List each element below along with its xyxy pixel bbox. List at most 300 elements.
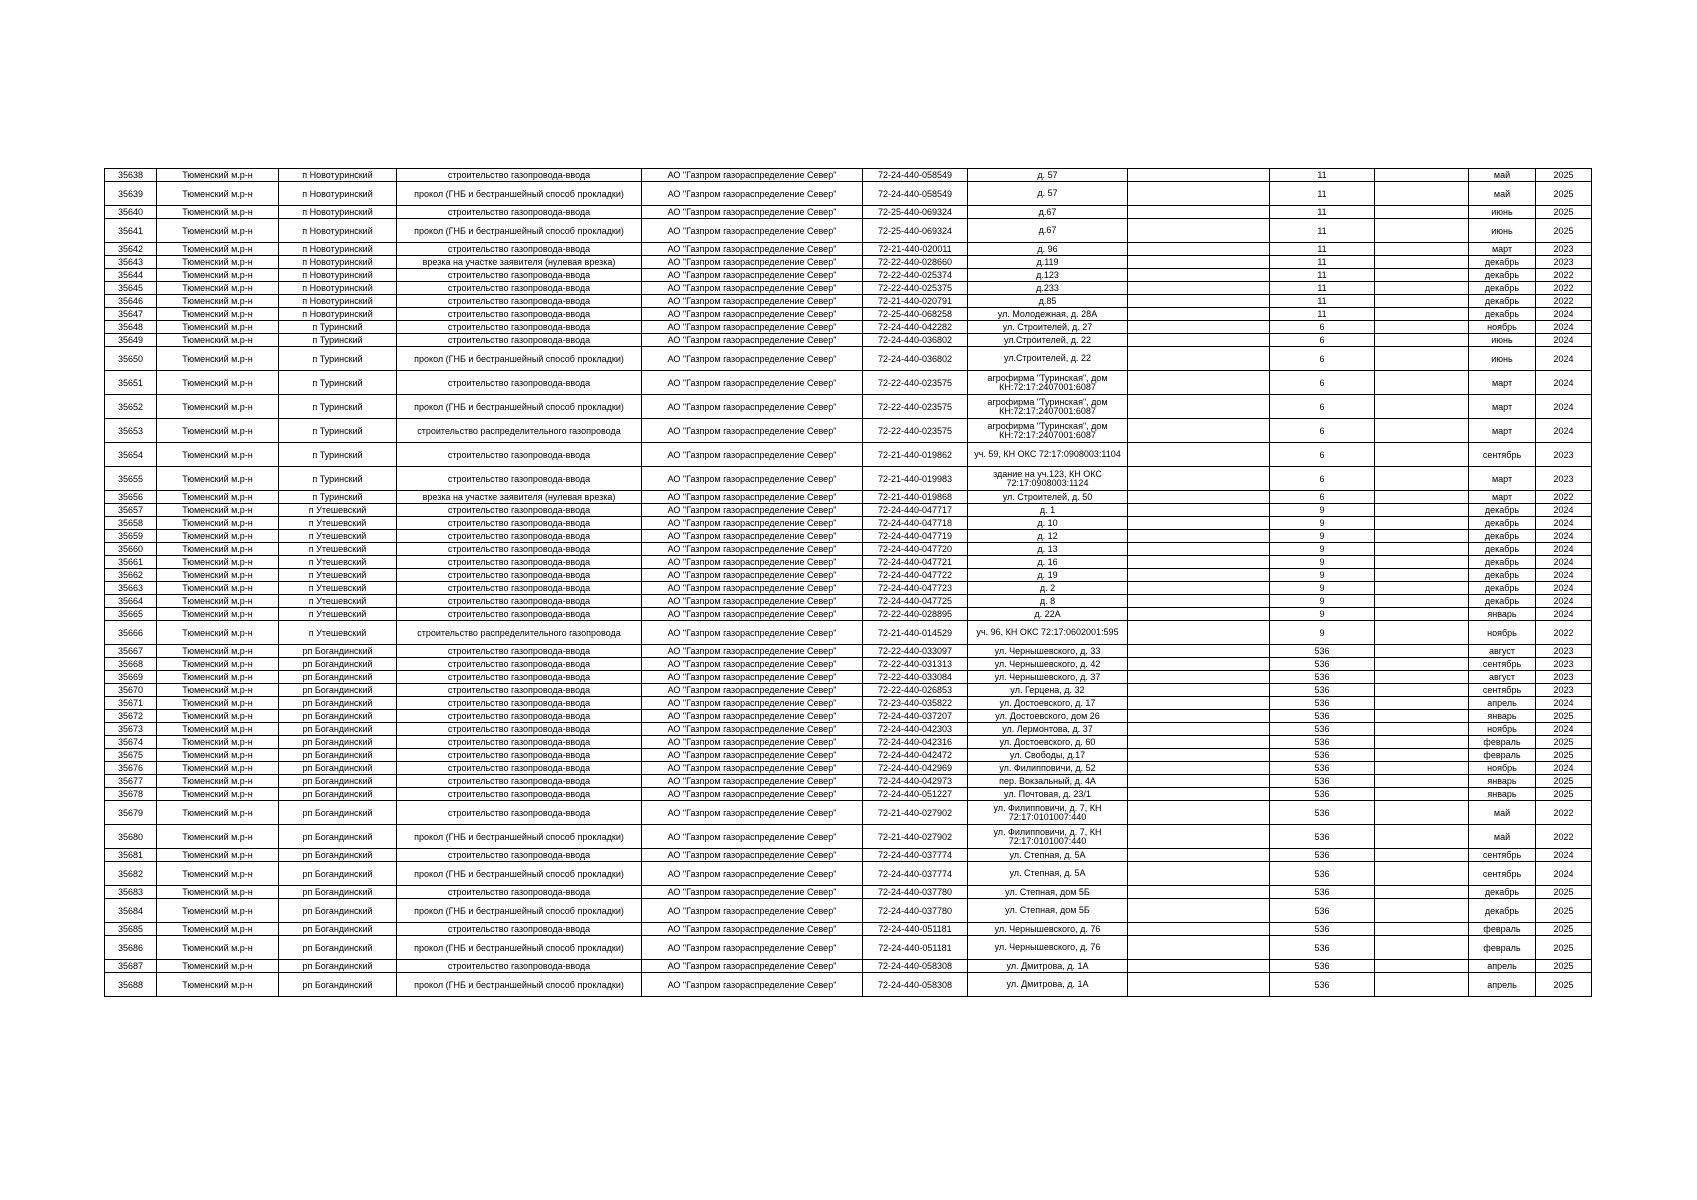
cell-district: Тюменский м.р-н xyxy=(157,543,279,556)
cell-work-type: строительство распределительного газопровода xyxy=(397,419,642,443)
cell-district: Тюменский м.р-н xyxy=(157,169,279,182)
cell-district: Тюменский м.р-н xyxy=(157,321,279,334)
cell-extra3 xyxy=(1375,936,1469,960)
cell-district: Тюменский м.р-н xyxy=(157,723,279,736)
cell-organization: АО "Газпром газораспределение Север" xyxy=(642,517,863,530)
cell-id: 35676 xyxy=(105,762,157,775)
cell-settlement: п Утешевский xyxy=(279,556,397,569)
cell-tu-number: 72-24-440-047719 xyxy=(863,530,968,543)
cell-settlement: п Новотуринский xyxy=(279,282,397,295)
cell-organization: АО "Газпром газораспределение Север" xyxy=(642,419,863,443)
table-row xyxy=(105,504,1592,517)
cell-address: ул. Достоевского, дом 26 xyxy=(968,710,1128,723)
cell-tu-number: 72-24-440-037780 xyxy=(863,886,968,899)
cell-district: Тюменский м.р-н xyxy=(157,395,279,419)
cell-settlement: п Утешевский xyxy=(279,621,397,645)
cell-tu-number: 72-24-440-037774 xyxy=(863,862,968,886)
cell-id: 35648 xyxy=(105,321,157,334)
cell-settlement: п Утешевский xyxy=(279,530,397,543)
cell-district: Тюменский м.р-н xyxy=(157,849,279,862)
table-row xyxy=(105,923,1592,936)
cell-year: 2024 xyxy=(1536,569,1592,582)
cell-extra3 xyxy=(1375,960,1469,973)
table-row xyxy=(105,321,1592,334)
table-row xyxy=(105,749,1592,762)
cell-work-type: прокол (ГНБ и бестраншейный способ прокладки) xyxy=(397,825,642,849)
cell-extra3 xyxy=(1375,788,1469,801)
cell-work-type: строительство газопровода-ввода xyxy=(397,295,642,308)
cell-district: Тюменский м.р-н xyxy=(157,347,279,371)
cell-year: 2024 xyxy=(1536,321,1592,334)
cell-id: 35652 xyxy=(105,395,157,419)
cell-extra1 xyxy=(1128,749,1270,762)
cell-tu-number: 72-21-440-020011 xyxy=(863,243,968,256)
cell-settlement: п Туринский xyxy=(279,419,397,443)
cell-year: 2023 xyxy=(1536,243,1592,256)
cell-extra1 xyxy=(1128,960,1270,973)
cell-extra3 xyxy=(1375,825,1469,849)
cell-id: 35677 xyxy=(105,775,157,788)
cell-month: август xyxy=(1469,671,1536,684)
cell-settlement: п Туринский xyxy=(279,347,397,371)
table-row xyxy=(105,395,1592,419)
cell-settlement: рп Богандинский xyxy=(279,697,397,710)
cell-address: ул. Степная, д. 5А xyxy=(968,849,1128,862)
cell-work-type: строительство газопровода-ввода xyxy=(397,206,642,219)
cell-organization: АО "Газпром газораспределение Север" xyxy=(642,582,863,595)
cell-organization: АО "Газпром газораспределение Север" xyxy=(642,736,863,749)
cell-extra2: 536 xyxy=(1270,723,1375,736)
cell-month: март xyxy=(1469,467,1536,491)
cell-extra1 xyxy=(1128,671,1270,684)
cell-extra2: 536 xyxy=(1270,825,1375,849)
cell-extra3 xyxy=(1375,169,1469,182)
cell-extra2: 536 xyxy=(1270,658,1375,671)
table-row xyxy=(105,723,1592,736)
cell-settlement: п Утешевский xyxy=(279,595,397,608)
table-row xyxy=(105,960,1592,973)
cell-district: Тюменский м.р-н xyxy=(157,697,279,710)
cell-year: 2025 xyxy=(1536,960,1592,973)
cell-settlement: рп Богандинский xyxy=(279,923,397,936)
cell-work-type: строительство газопровода-ввода xyxy=(397,749,642,762)
cell-work-type: строительство газопровода-ввода xyxy=(397,608,642,621)
cell-work-type: строительство газопровода-ввода xyxy=(397,775,642,788)
cell-district: Тюменский м.р-н xyxy=(157,582,279,595)
cell-tu-number: 72-24-440-036802 xyxy=(863,347,968,371)
cell-organization: АО "Газпром газораспределение Север" xyxy=(642,923,863,936)
cell-month: декабрь xyxy=(1469,543,1536,556)
cell-month: май xyxy=(1469,182,1536,206)
cell-address: д. 96 xyxy=(968,243,1128,256)
cell-work-type: прокол (ГНБ и бестраншейный способ прокладки) xyxy=(397,973,642,997)
cell-extra3 xyxy=(1375,723,1469,736)
cell-address: ул.Строителей, д. 22 xyxy=(968,347,1128,371)
table-row xyxy=(105,371,1592,395)
cell-address: пер. Вокзальный, д. 4А xyxy=(968,775,1128,788)
cell-organization: АО "Газпром газораспределение Север" xyxy=(642,621,863,645)
cell-extra1 xyxy=(1128,582,1270,595)
cell-extra3 xyxy=(1375,849,1469,862)
cell-extra3 xyxy=(1375,697,1469,710)
cell-work-type: строительство газопровода-ввода xyxy=(397,556,642,569)
cell-extra1 xyxy=(1128,347,1270,371)
cell-year: 2025 xyxy=(1536,788,1592,801)
cell-extra3 xyxy=(1375,621,1469,645)
cell-tu-number: 72-24-440-058549 xyxy=(863,169,968,182)
cell-organization: АО "Газпром газораспределение Север" xyxy=(642,182,863,206)
cell-address: ул. Строителей, д. 50 xyxy=(968,491,1128,504)
cell-district: Тюменский м.р-н xyxy=(157,671,279,684)
cell-work-type: строительство газопровода-ввода xyxy=(397,517,642,530)
cell-extra2: 536 xyxy=(1270,960,1375,973)
cell-work-type: строительство распределительного газопровода xyxy=(397,621,642,645)
cell-organization: АО "Газпром газораспределение Север" xyxy=(642,543,863,556)
cell-extra2: 536 xyxy=(1270,775,1375,788)
cell-extra1 xyxy=(1128,736,1270,749)
cell-tu-number: 72-24-440-037207 xyxy=(863,710,968,723)
cell-extra1 xyxy=(1128,282,1270,295)
cell-extra3 xyxy=(1375,749,1469,762)
cell-year: 2023 xyxy=(1536,443,1592,467)
cell-address: д. 16 xyxy=(968,556,1128,569)
cell-year: 2024 xyxy=(1536,608,1592,621)
cell-id: 35686 xyxy=(105,936,157,960)
cell-organization: АО "Газпром газораспределение Север" xyxy=(642,595,863,608)
cell-year: 2025 xyxy=(1536,710,1592,723)
cell-organization: АО "Газпром газораспределение Север" xyxy=(642,825,863,849)
cell-month: сентябрь xyxy=(1469,862,1536,886)
cell-organization: АО "Газпром газораспределение Север" xyxy=(642,219,863,243)
cell-extra2: 536 xyxy=(1270,749,1375,762)
cell-address: ул. Лермонтова, д. 37 xyxy=(968,723,1128,736)
cell-extra2: 536 xyxy=(1270,899,1375,923)
cell-id: 35641 xyxy=(105,219,157,243)
table-row xyxy=(105,269,1592,282)
cell-year: 2025 xyxy=(1536,936,1592,960)
cell-extra3 xyxy=(1375,517,1469,530)
cell-year: 2024 xyxy=(1536,308,1592,321)
cell-extra1 xyxy=(1128,923,1270,936)
cell-district: Тюменский м.р-н xyxy=(157,371,279,395)
cell-tu-number: 72-24-440-042472 xyxy=(863,749,968,762)
table-row xyxy=(105,491,1592,504)
cell-year: 2025 xyxy=(1536,899,1592,923)
cell-extra2: 536 xyxy=(1270,886,1375,899)
cell-settlement: п Новотуринский xyxy=(279,169,397,182)
cell-extra1 xyxy=(1128,543,1270,556)
cell-extra3 xyxy=(1375,556,1469,569)
cell-extra3 xyxy=(1375,419,1469,443)
table-row xyxy=(105,206,1592,219)
cell-year: 2022 xyxy=(1536,825,1592,849)
cell-extra2: 6 xyxy=(1270,467,1375,491)
cell-extra2: 11 xyxy=(1270,269,1375,282)
cell-settlement: п Туринский xyxy=(279,395,397,419)
cell-id: 35638 xyxy=(105,169,157,182)
cell-year: 2024 xyxy=(1536,595,1592,608)
cell-district: Тюменский м.р-н xyxy=(157,269,279,282)
cell-id: 35662 xyxy=(105,569,157,582)
cell-extra2: 9 xyxy=(1270,608,1375,621)
cell-extra1 xyxy=(1128,517,1270,530)
cell-settlement: п Новотуринский xyxy=(279,182,397,206)
cell-address: ул. Дмитрова, д. 1А xyxy=(968,973,1128,997)
cell-month: март xyxy=(1469,371,1536,395)
cell-address: ул. Достоевского, д. 17 xyxy=(968,697,1128,710)
cell-organization: АО "Газпром газораспределение Север" xyxy=(642,801,863,825)
table-row xyxy=(105,825,1592,849)
cell-work-type: прокол (ГНБ и бестраншейный способ прокладки) xyxy=(397,862,642,886)
cell-tu-number: 72-22-440-028660 xyxy=(863,256,968,269)
cell-tu-number: 72-21-440-027902 xyxy=(863,825,968,849)
cell-extra2: 536 xyxy=(1270,684,1375,697)
table-row xyxy=(105,334,1592,347)
table-row xyxy=(105,569,1592,582)
cell-district: Тюменский м.р-н xyxy=(157,608,279,621)
cell-extra3 xyxy=(1375,347,1469,371)
cell-extra3 xyxy=(1375,923,1469,936)
cell-address: ул. Чернышевского, д. 76 xyxy=(968,936,1128,960)
cell-month: январь xyxy=(1469,788,1536,801)
table-body xyxy=(105,169,1592,997)
cell-organization: АО "Газпром газораспределение Север" xyxy=(642,973,863,997)
cell-extra2: 6 xyxy=(1270,491,1375,504)
cell-extra1 xyxy=(1128,936,1270,960)
cell-tu-number: 72-24-440-037780 xyxy=(863,899,968,923)
cell-work-type: строительство газопровода-ввода xyxy=(397,371,642,395)
cell-work-type: строительство газопровода-ввода xyxy=(397,645,642,658)
cell-id: 35646 xyxy=(105,295,157,308)
cell-extra1 xyxy=(1128,825,1270,849)
cell-settlement: п Утешевский xyxy=(279,582,397,595)
cell-month: декабрь xyxy=(1469,269,1536,282)
cell-extra1 xyxy=(1128,973,1270,997)
table-row xyxy=(105,467,1592,491)
cell-year: 2023 xyxy=(1536,256,1592,269)
cell-month: июнь xyxy=(1469,334,1536,347)
cell-settlement: рп Богандинский xyxy=(279,936,397,960)
cell-organization: АО "Газпром газораспределение Север" xyxy=(642,788,863,801)
cell-tu-number: 72-24-440-047725 xyxy=(863,595,968,608)
cell-extra1 xyxy=(1128,788,1270,801)
cell-extra2: 536 xyxy=(1270,862,1375,886)
table-row xyxy=(105,517,1592,530)
cell-month: июнь xyxy=(1469,347,1536,371)
cell-settlement: рп Богандинский xyxy=(279,710,397,723)
cell-settlement: п Новотуринский xyxy=(279,295,397,308)
cell-id: 35651 xyxy=(105,371,157,395)
cell-extra2: 9 xyxy=(1270,517,1375,530)
cell-extra3 xyxy=(1375,206,1469,219)
cell-extra1 xyxy=(1128,658,1270,671)
cell-work-type: строительство газопровода-ввода xyxy=(397,569,642,582)
cell-district: Тюменский м.р-н xyxy=(157,569,279,582)
cell-year: 2024 xyxy=(1536,723,1592,736)
cell-extra1 xyxy=(1128,775,1270,788)
table-row xyxy=(105,710,1592,723)
cell-extra2: 536 xyxy=(1270,710,1375,723)
cell-extra2: 9 xyxy=(1270,582,1375,595)
cell-id: 35672 xyxy=(105,710,157,723)
cell-work-type: строительство газопровода-ввода xyxy=(397,169,642,182)
cell-month: февраль xyxy=(1469,749,1536,762)
cell-tu-number: 72-24-440-051181 xyxy=(863,923,968,936)
cell-address: д. 12 xyxy=(968,530,1128,543)
cell-extra2: 6 xyxy=(1270,395,1375,419)
table-row xyxy=(105,556,1592,569)
cell-tu-number: 72-24-440-047718 xyxy=(863,517,968,530)
cell-settlement: рп Богандинский xyxy=(279,671,397,684)
cell-organization: АО "Газпром газораспределение Север" xyxy=(642,862,863,886)
cell-work-type: прокол (ГНБ и бестраншейный способ прокладки) xyxy=(397,395,642,419)
cell-month: апрель xyxy=(1469,973,1536,997)
cell-extra2: 11 xyxy=(1270,206,1375,219)
cell-address: ул. Степная, д. 5А xyxy=(968,862,1128,886)
cell-settlement: п Новотуринский xyxy=(279,219,397,243)
cell-district: Тюменский м.р-н xyxy=(157,684,279,697)
cell-month: декабрь xyxy=(1469,899,1536,923)
cell-address: ул. Филипповичи, д. 52 xyxy=(968,762,1128,775)
cell-year: 2022 xyxy=(1536,282,1592,295)
cell-extra1 xyxy=(1128,886,1270,899)
cell-district: Тюменский м.р-н xyxy=(157,295,279,308)
cell-address: ул. Степная, дом 5Б xyxy=(968,899,1128,923)
cell-id: 35685 xyxy=(105,923,157,936)
cell-settlement: рп Богандинский xyxy=(279,723,397,736)
table-row xyxy=(105,543,1592,556)
table-row xyxy=(105,862,1592,886)
cell-extra2: 6 xyxy=(1270,334,1375,347)
cell-id: 35649 xyxy=(105,334,157,347)
cell-year: 2024 xyxy=(1536,334,1592,347)
cell-organization: АО "Газпром газораспределение Север" xyxy=(642,282,863,295)
cell-id: 35661 xyxy=(105,556,157,569)
cell-extra2: 6 xyxy=(1270,443,1375,467)
cell-month: ноябрь xyxy=(1469,621,1536,645)
cell-year: 2025 xyxy=(1536,219,1592,243)
cell-work-type: строительство газопровода-ввода xyxy=(397,849,642,862)
cell-tu-number: 72-22-440-023575 xyxy=(863,371,968,395)
table-row xyxy=(105,347,1592,371)
cell-settlement: п Туринский xyxy=(279,334,397,347)
cell-district: Тюменский м.р-н xyxy=(157,595,279,608)
cell-extra2: 11 xyxy=(1270,243,1375,256)
cell-address: ул. Чернышевского, д. 37 xyxy=(968,671,1128,684)
cell-id: 35682 xyxy=(105,862,157,886)
cell-extra3 xyxy=(1375,530,1469,543)
cell-month: февраль xyxy=(1469,936,1536,960)
cell-work-type: прокол (ГНБ и бестраншейный способ прокладки) xyxy=(397,182,642,206)
cell-organization: АО "Газпром газораспределение Север" xyxy=(642,569,863,582)
cell-extra1 xyxy=(1128,443,1270,467)
cell-extra2: 6 xyxy=(1270,321,1375,334)
cell-work-type: прокол (ГНБ и бестраншейный способ прокладки) xyxy=(397,347,642,371)
cell-extra3 xyxy=(1375,443,1469,467)
cell-settlement: п Новотуринский xyxy=(279,308,397,321)
cell-settlement: рп Богандинский xyxy=(279,960,397,973)
cell-month: январь xyxy=(1469,710,1536,723)
cell-id: 35687 xyxy=(105,960,157,973)
cell-extra3 xyxy=(1375,710,1469,723)
table-row xyxy=(105,295,1592,308)
data-table xyxy=(104,168,1592,997)
cell-work-type: строительство газопровода-ввода xyxy=(397,886,642,899)
cell-organization: АО "Газпром газораспределение Север" xyxy=(642,658,863,671)
table-row xyxy=(105,697,1592,710)
cell-year: 2024 xyxy=(1536,517,1592,530)
cell-tu-number: 72-24-440-047720 xyxy=(863,543,968,556)
cell-tu-number: 72-24-440-047717 xyxy=(863,504,968,517)
cell-extra3 xyxy=(1375,862,1469,886)
cell-extra1 xyxy=(1128,684,1270,697)
cell-settlement: рп Богандинский xyxy=(279,862,397,886)
cell-month: февраль xyxy=(1469,923,1536,936)
cell-organization: АО "Газпром газораспределение Север" xyxy=(642,608,863,621)
cell-month: февраль xyxy=(1469,736,1536,749)
cell-tu-number: 72-24-440-042303 xyxy=(863,723,968,736)
cell-district: Тюменский м.р-н xyxy=(157,862,279,886)
cell-work-type: строительство газопровода-ввода xyxy=(397,736,642,749)
table-row xyxy=(105,256,1592,269)
cell-extra3 xyxy=(1375,595,1469,608)
cell-tu-number: 72-21-440-020791 xyxy=(863,295,968,308)
cell-month: май xyxy=(1469,801,1536,825)
cell-extra1 xyxy=(1128,645,1270,658)
cell-extra1 xyxy=(1128,467,1270,491)
cell-work-type: строительство газопровода-ввода xyxy=(397,788,642,801)
cell-tu-number: 72-24-440-037774 xyxy=(863,849,968,862)
cell-month: март xyxy=(1469,395,1536,419)
cell-tu-number: 72-24-440-042316 xyxy=(863,736,968,749)
cell-tu-number: 72-21-440-027902 xyxy=(863,801,968,825)
cell-extra2: 11 xyxy=(1270,282,1375,295)
cell-district: Тюменский м.р-н xyxy=(157,710,279,723)
cell-settlement: п Туринский xyxy=(279,491,397,504)
cell-extra3 xyxy=(1375,243,1469,256)
cell-work-type: строительство газопровода-ввода xyxy=(397,308,642,321)
cell-district: Тюменский м.р-н xyxy=(157,256,279,269)
cell-year: 2025 xyxy=(1536,923,1592,936)
cell-month: март xyxy=(1469,491,1536,504)
cell-address: д. 2 xyxy=(968,582,1128,595)
cell-extra2: 6 xyxy=(1270,347,1375,371)
cell-extra3 xyxy=(1375,395,1469,419)
cell-tu-number: 72-24-440-042973 xyxy=(863,775,968,788)
cell-address: ул. Почтовая, д. 23/1 xyxy=(968,788,1128,801)
table-row xyxy=(105,169,1592,182)
cell-extra2: 11 xyxy=(1270,169,1375,182)
cell-organization: АО "Газпром газораспределение Север" xyxy=(642,886,863,899)
cell-extra1 xyxy=(1128,556,1270,569)
table-row xyxy=(105,595,1592,608)
cell-extra3 xyxy=(1375,219,1469,243)
cell-year: 2025 xyxy=(1536,886,1592,899)
cell-extra1 xyxy=(1128,504,1270,517)
cell-address: ул. Степная, дом 5Б xyxy=(968,886,1128,899)
cell-organization: АО "Газпром газораспределение Север" xyxy=(642,395,863,419)
cell-tu-number: 72-25-440-069324 xyxy=(863,206,968,219)
cell-year: 2025 xyxy=(1536,182,1592,206)
cell-tu-number: 72-22-440-033084 xyxy=(863,671,968,684)
cell-district: Тюменский м.р-н xyxy=(157,621,279,645)
cell-settlement: п Туринский xyxy=(279,321,397,334)
cell-month: ноябрь xyxy=(1469,723,1536,736)
cell-extra1 xyxy=(1128,801,1270,825)
cell-extra1 xyxy=(1128,269,1270,282)
cell-settlement: п Утешевский xyxy=(279,504,397,517)
cell-id: 35680 xyxy=(105,825,157,849)
